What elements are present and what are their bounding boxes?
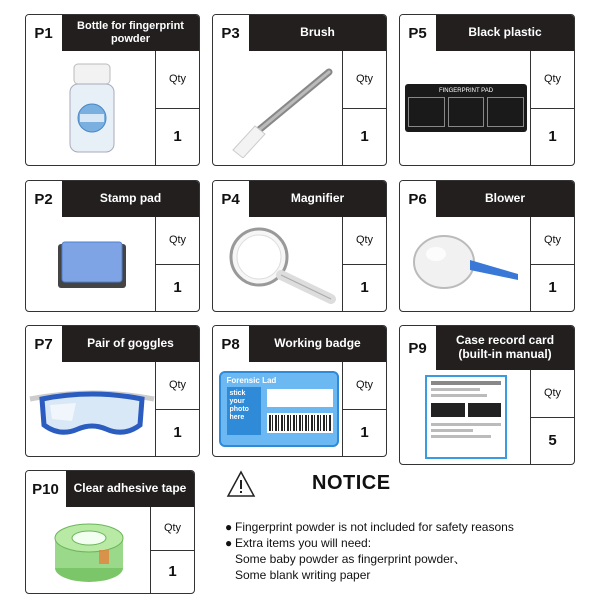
- item-card-p1: [25, 14, 200, 166]
- qty-value: 1: [173, 424, 182, 442]
- item-name: Bottle for fingerprint powder: [62, 15, 199, 51]
- fingerprint-pad-image: [400, 51, 532, 165]
- item-card-p8: [212, 325, 387, 457]
- item-card-p6: [399, 180, 575, 312]
- qty-column: [530, 217, 574, 311]
- item-card-p9: [399, 325, 575, 465]
- qty-column: [530, 370, 574, 464]
- item-code: P2: [26, 181, 62, 217]
- qty-label: Qty: [343, 217, 386, 265]
- qty-label: Qty: [343, 51, 386, 109]
- note-line: ● Fingerprint powder is not included for safety reasons: [225, 520, 514, 534]
- qty-value: 1: [548, 279, 557, 297]
- item-code: P5: [400, 15, 436, 51]
- item-card-p2: [25, 180, 200, 312]
- item-code: P7: [26, 326, 62, 362]
- item-name: Pair of goggles: [62, 326, 199, 362]
- tape-image: [26, 507, 152, 593]
- item-code: P3: [213, 15, 249, 51]
- goggles-image: [26, 362, 157, 456]
- badge-brand: Forensic Lad: [226, 376, 277, 385]
- item-name: Brush: [249, 15, 386, 51]
- brush-image: [213, 51, 344, 165]
- note-line: Some blank writing paper: [235, 568, 371, 582]
- warning-icon: [226, 470, 256, 498]
- qty-value: 5: [548, 432, 557, 450]
- item-name: Clear adhesive tape: [66, 471, 194, 507]
- note-line: Some baby powder as fingerprint powder、: [235, 552, 466, 566]
- qty-column: [150, 507, 194, 593]
- qty-label: Qty: [156, 362, 199, 410]
- note-line: ● Extra items you will need:: [225, 536, 372, 550]
- item-name: Case record card (built-in manual): [436, 326, 574, 370]
- qty-label: Qty: [343, 362, 386, 410]
- qty-value: 1: [360, 279, 369, 297]
- item-code: P1: [26, 15, 62, 51]
- qty-value: 1: [173, 128, 182, 146]
- item-code: P10: [26, 471, 66, 507]
- item-name: Black plastic: [436, 15, 574, 51]
- item-card-p4: [212, 180, 387, 312]
- item-card-p3: [212, 14, 387, 166]
- item-code: P6: [400, 181, 436, 217]
- pad-label: FINGERPRINT PAD: [438, 88, 494, 94]
- qty-column: [342, 51, 386, 165]
- qty-value: 1: [168, 563, 177, 581]
- qty-column: [155, 51, 199, 165]
- blower-image: [400, 217, 532, 311]
- qty-value: 1: [360, 424, 369, 442]
- case-record-card-image: [400, 370, 532, 464]
- barcode: [267, 413, 333, 433]
- qty-label: Qty: [156, 51, 199, 109]
- qty-label: Qty: [151, 507, 194, 551]
- item-card-p10: [25, 470, 195, 594]
- qty-value: 1: [360, 128, 369, 146]
- qty-column: [342, 217, 386, 311]
- qty-column: [342, 362, 386, 456]
- badge-photo-area: stick your photo here: [227, 387, 261, 435]
- qty-label: Qty: [531, 217, 574, 265]
- item-name: Blower: [436, 181, 574, 217]
- qty-column: [155, 217, 199, 311]
- item-card-p5: [399, 14, 575, 166]
- item-name: Working badge: [249, 326, 386, 362]
- qty-column: [155, 362, 199, 456]
- qty-label: Qty: [156, 217, 199, 265]
- item-name: Stamp pad: [62, 181, 199, 217]
- bottle-image: [26, 51, 157, 165]
- badge-image: [213, 362, 344, 456]
- item-name: Magnifier: [249, 181, 386, 217]
- notice-notes: [225, 519, 514, 583]
- qty-column: [530, 51, 574, 165]
- qty-value: 1: [173, 279, 182, 297]
- magnifier-image: [213, 217, 344, 311]
- item-code: P9: [400, 326, 436, 370]
- item-card-p7: [25, 325, 200, 457]
- qty-label: Qty: [531, 51, 574, 109]
- item-code: P8: [213, 326, 249, 362]
- stamp-pad-image: [26, 217, 157, 311]
- qty-value: 1: [548, 128, 557, 146]
- notice-title: NOTICE: [312, 472, 391, 494]
- qty-label: Qty: [531, 370, 574, 418]
- item-code: P4: [213, 181, 249, 217]
